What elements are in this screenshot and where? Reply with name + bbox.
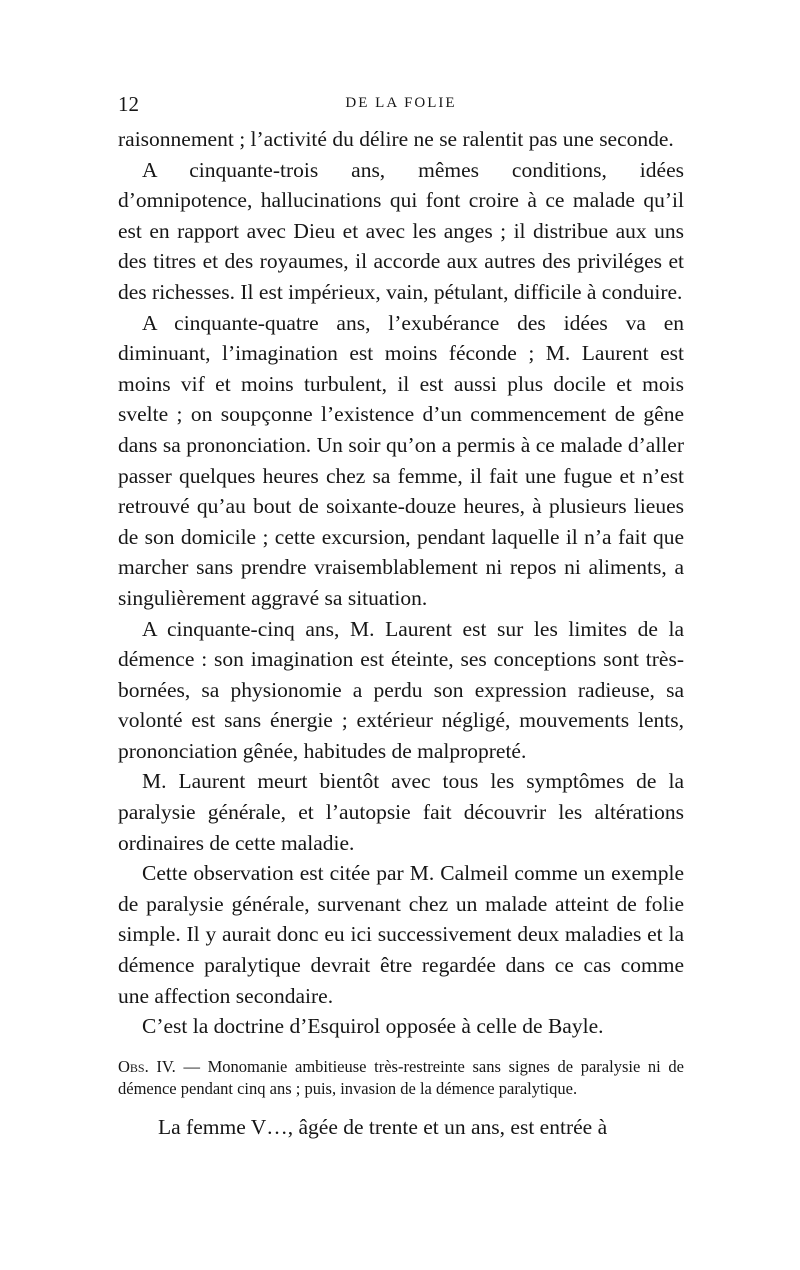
paragraph: C’est la doctrine d’Esquirol opposée à celle de Bayle. — [142, 1014, 604, 1039]
paragraph: M. Laurent meurt bientôt avec tous les symptômes de la paralysie générale, et l’autopsie fait découvrir les altérations ordinaires de cette maladie. — [118, 769, 684, 855]
observation-text: — Monomanie ambitieuse très-restreinte sans signes de paralysie ni de démence pendant cinq ans ; puis, invasion de la démence paralytique. — [118, 1056, 684, 1098]
observation-label: Obs. IV. — [118, 1056, 176, 1076]
paragraph: raisonnement ; l’activité du délire ne se ralentit pas une seconde. — [118, 127, 674, 151]
final-line: La femme V…, âgée de trente et un ans, est entrée à — [158, 1114, 608, 1139]
observation-heading — [118, 1056, 684, 1100]
paragraph: Cette observation est citée par M. Calmeil comme un exemple de paralysie générale, survenant chez un malade atteint de folie simple. Il y aurait donc eu ici successivement deux maladies et la démence paralytique devrait être regardée dans ce cas comme une affection secondaire. — [118, 861, 684, 1008]
book-page — [118, 92, 684, 1142]
page-number: 12 — [118, 92, 139, 116]
paragraph: A cinquante-trois ans, mêmes conditions, idées d’omnipotence, hallucinations qui font croire à ce malade qu’il est en rapport avec Dieu et avec les anges ; il distribue aux uns des titres et des royaumes, il accorde aux autres des priviléges et des richesses. Il est impérieux, vain, pétulant, difficile à conduire. — [118, 157, 684, 304]
page-header — [118, 92, 684, 124]
paragraph: A cinquante-cinq ans, M. Laurent est sur les limites de la démence : son imagination est éteinte, ses conceptions sont très-bornées, sa physionomie a perdu son expression radieuse, sa volonté est sans énergie ; extérieur négligé, mouvements lents, prononciation gênée, habitudes de malpropreté. — [118, 616, 684, 763]
running-title: DE LA FOLIE — [345, 95, 457, 111]
body-text — [118, 124, 684, 1042]
paragraph: A cinquante-quatre ans, l’exubérance des idées va en diminuant, l’imagination est moins féconde ; M. Laurent est moins vif et moins turbulent, il est aussi plus docile et mois svelte ; on soupçonne l’existence d’un commencement de gêne dans sa prononciation. Un soir qu’on a permis à ce malade d’aller passer quelques heures chez sa femme, il fait une fugue et n’est retrouvé qu’au bout de soixante-douze heures, à plusieurs lieues de son domicile ; cette excursion, pendant laquelle il n’a fait que marcher sans prendre vraisemblablement ni repos ni aliments, a singulièrement aggravé sa situation. — [118, 310, 684, 610]
